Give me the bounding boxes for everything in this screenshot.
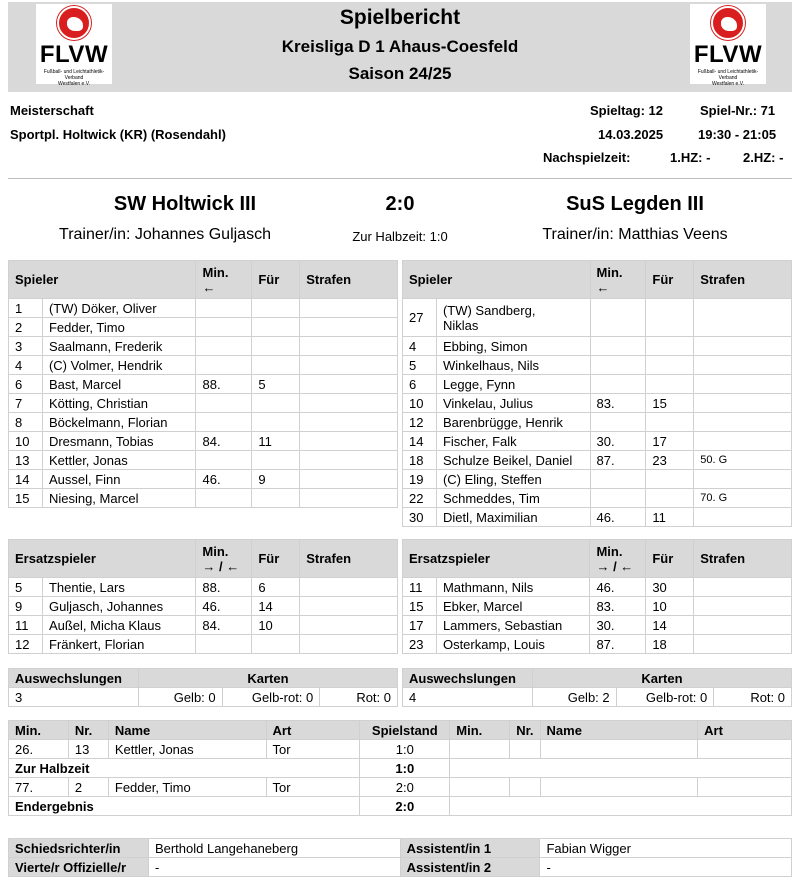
player-row: [9, 635, 398, 654]
player-min: 84.: [196, 616, 252, 635]
halftime-row: Zur Halbzeit 1:0: [9, 759, 792, 778]
divider: [8, 178, 792, 179]
player-nr: 13: [9, 451, 43, 470]
player-row: [403, 394, 792, 413]
player-row: [9, 318, 398, 337]
player-name: Saalmann, Frederik: [42, 337, 196, 356]
player-nr: 19: [403, 470, 437, 489]
player-for: [252, 394, 300, 413]
player-name: (TW) Döker, Oliver: [42, 299, 196, 318]
subs-count-header: Auswechslungen: [9, 669, 139, 688]
player-nr: 12: [9, 635, 43, 654]
referee-label: Schiedsrichter/in: [9, 839, 149, 858]
player-for: 11: [646, 508, 694, 527]
player-for: 14: [646, 616, 694, 635]
player-pen: [300, 597, 398, 616]
player-for: 15: [646, 394, 694, 413]
player-nr: 17: [403, 616, 437, 635]
player-row: [403, 470, 792, 489]
logo-subtext: Fußball- und Leichtathletik-Verband Westfalen e.V.: [697, 69, 759, 87]
player-nr: 4: [403, 337, 437, 356]
player-pen: [300, 635, 398, 654]
player-pen: [300, 356, 398, 375]
player-for: [646, 337, 694, 356]
player-pen: [300, 375, 398, 394]
player-pen: [694, 299, 792, 337]
player-for: 30: [646, 578, 694, 597]
player-name: Ebbing, Simon: [436, 337, 590, 356]
player-nr: 10: [9, 432, 43, 451]
event-row: 77. 2 Fedder, Timo Tor 2:0: [9, 778, 792, 797]
events-col-nr: Nr.: [68, 721, 108, 740]
player-row: [403, 489, 792, 508]
player-min: 30.: [590, 432, 646, 451]
player-min: [196, 635, 252, 654]
col-header-min: Min. ←: [196, 261, 252, 299]
player-nr: 10: [403, 394, 437, 413]
player-min: [196, 356, 252, 375]
player-nr: 30: [403, 508, 437, 527]
player-name: Schmeddes, Tim: [436, 489, 590, 508]
player-row: [9, 578, 398, 597]
player-for: [646, 470, 694, 489]
player-min: [590, 413, 646, 432]
cards-header: Karten: [532, 669, 791, 688]
col-header-for: Für: [646, 540, 694, 578]
page-title: Spielbericht: [339, 6, 461, 29]
player-for: [646, 489, 694, 508]
home-summary-table: [8, 668, 398, 707]
fourth-official-value: -: [148, 858, 400, 877]
events-col-nr: Nr.: [510, 721, 540, 740]
fourth-official-label: Vierte/r Offizielle/r: [9, 858, 149, 877]
player-pen: [694, 508, 792, 527]
player-nr: 11: [403, 578, 437, 597]
player-nr: 2: [9, 318, 43, 337]
player-for: [646, 356, 694, 375]
player-for: [646, 375, 694, 394]
col-header-for: Für: [252, 540, 300, 578]
red-count: Rot: 0: [320, 688, 398, 707]
player-row: [403, 299, 792, 337]
events-col-art: Art: [698, 721, 792, 740]
player-min: 46.: [196, 470, 252, 489]
player-pen: [300, 337, 398, 356]
player-for: 10: [252, 616, 300, 635]
col-header-for: Für: [646, 261, 694, 299]
player-name: Ebker, Marcel: [436, 597, 590, 616]
player-for: 6: [252, 578, 300, 597]
player-min: 84.: [196, 432, 252, 451]
player-min: [196, 451, 252, 470]
player-name: (TW) Sandberg, Niklas: [436, 299, 590, 337]
player-for: 17: [646, 432, 694, 451]
subs-count: 4: [403, 688, 533, 707]
player-pen: 50. G: [694, 451, 792, 470]
player-pen: [694, 635, 792, 654]
col-header-subs: Ersatzspieler: [403, 540, 590, 578]
league-name: Kreisliga D 1 Ahaus-Coesfeld: [281, 37, 519, 56]
col-header-player: Spieler: [9, 261, 196, 299]
match-number: Spiel-Nr.: 71: [700, 103, 776, 118]
player-name: Vinkelau, Julius: [436, 394, 590, 413]
first-half-extra: 1.HZ: -: [670, 150, 711, 165]
player-min: 46.: [590, 578, 646, 597]
player-row: [9, 299, 398, 318]
venue: Sportpl. Holtwick (KR) (Rosendahl): [10, 127, 226, 142]
player-nr: 14: [9, 470, 43, 489]
second-half-extra: 2.HZ: -: [743, 150, 784, 165]
away-lineup-table: [402, 260, 792, 527]
match-time: 19:30 - 21:05: [698, 127, 777, 142]
player-nr: 6: [9, 375, 43, 394]
player-name: (C) Eling, Steffen: [436, 470, 590, 489]
events-col-art: Art: [266, 721, 360, 740]
player-min: 87.: [590, 635, 646, 654]
player-row: [9, 337, 398, 356]
season: Saison 24/25: [348, 64, 452, 83]
assistant2-label: Assistent/in 2: [400, 858, 540, 877]
player-row: [9, 356, 398, 375]
logo-brand-text: FLVW: [39, 41, 109, 68]
player-pen: [300, 394, 398, 413]
player-name: Legge, Fynn: [436, 375, 590, 394]
player-row: [403, 578, 792, 597]
player-name: Dresmann, Tobias: [42, 432, 196, 451]
player-pen: [694, 432, 792, 451]
player-min: 83.: [590, 597, 646, 616]
player-min: [590, 375, 646, 394]
player-name: Barenbrügge, Henrik: [436, 413, 590, 432]
player-nr: 3: [9, 337, 43, 356]
player-name: Aussel, Finn: [42, 470, 196, 489]
player-nr: 18: [403, 451, 437, 470]
player-for: 11: [252, 432, 300, 451]
player-name: Kettler, Jonas: [42, 451, 196, 470]
player-name: Dietl, Maximilian: [436, 508, 590, 527]
player-row: [403, 616, 792, 635]
player-name: Böckelmann, Florian: [42, 413, 196, 432]
player-name: Thentie, Lars: [42, 578, 195, 597]
player-pen: [694, 394, 792, 413]
player-min: [590, 299, 646, 337]
player-nr: 14: [403, 432, 437, 451]
player-pen: [300, 299, 398, 318]
player-nr: 15: [9, 489, 43, 508]
player-min: [196, 299, 252, 318]
player-pen: [694, 413, 792, 432]
col-header-penalty: Strafen: [300, 540, 398, 578]
player-name: Niesing, Marcel: [42, 489, 196, 508]
yellow-red-count: Gelb-rot: 0: [222, 688, 320, 707]
player-min: 46.: [590, 508, 646, 527]
player-for: [646, 299, 694, 337]
player-for: [252, 356, 300, 375]
cards-header: Karten: [138, 669, 397, 688]
col-header-player: Spieler: [403, 261, 591, 299]
player-pen: [300, 451, 398, 470]
col-header-penalty: Strafen: [694, 540, 792, 578]
red-count: Rot: 0: [714, 688, 792, 707]
col-header-min: Min. ←: [590, 261, 646, 299]
player-pen: [694, 356, 792, 375]
away-team-name: SuS Legden III: [566, 193, 704, 215]
player-for: 14: [252, 597, 300, 616]
player-row: [403, 375, 792, 394]
col-header-penalty: Strafen: [694, 261, 792, 299]
player-for: [252, 413, 300, 432]
away-summary-table: [402, 668, 792, 707]
col-header-penalty: Strafen: [300, 261, 398, 299]
logo-brand-text: FLVW: [693, 41, 763, 68]
events-table: [8, 720, 792, 816]
player-min: [196, 394, 252, 413]
player-nr: 8: [9, 413, 43, 432]
player-name: Guljasch, Johannes: [42, 597, 195, 616]
player-nr: 5: [9, 578, 43, 597]
events-col-name: Name: [540, 721, 698, 740]
player-nr: 1: [9, 299, 43, 318]
yellow-count: Gelb: 2: [532, 688, 616, 707]
final-score: 2:0: [385, 193, 415, 215]
matchday: Spieltag: 12: [590, 103, 663, 118]
player-name: Osterkamp, Louis: [436, 635, 590, 654]
events-col-score: Spielstand: [360, 721, 450, 740]
player-for: [252, 635, 300, 654]
home-trainer: Trainer/in: Johannes Guljasch: [59, 226, 271, 243]
halftime-score: Zur Halbzeit: 1:0: [352, 229, 448, 244]
player-name: Fedder, Timo: [42, 318, 196, 337]
player-nr: 27: [403, 299, 437, 337]
player-name: (C) Volmer, Hendrik: [42, 356, 196, 375]
player-min: [196, 318, 252, 337]
player-nr: 5: [403, 356, 437, 375]
player-name: Mathmann, Nils: [436, 578, 590, 597]
player-for: 9: [252, 470, 300, 489]
player-pen: [300, 318, 398, 337]
player-pen: [694, 375, 792, 394]
player-row: [403, 451, 792, 470]
player-row: [9, 616, 398, 635]
player-nr: 6: [403, 375, 437, 394]
player-row: [403, 413, 792, 432]
events-col-name: Name: [108, 721, 266, 740]
player-row: [9, 597, 398, 616]
assistant1-label: Assistent/in 1: [400, 839, 540, 858]
player-min: 88.: [196, 578, 252, 597]
player-for: [252, 337, 300, 356]
player-pen: [300, 616, 398, 635]
player-min: 87.: [590, 451, 646, 470]
player-name: Schulze Beikel, Daniel: [436, 451, 590, 470]
player-pen: [694, 616, 792, 635]
player-row: [403, 356, 792, 375]
assistant2-value: -: [540, 858, 792, 877]
player-pen: [300, 578, 398, 597]
player-min: [590, 489, 646, 508]
officials-table: [8, 838, 792, 877]
player-nr: 23: [403, 635, 437, 654]
player-min: 30.: [590, 616, 646, 635]
player-nr: 11: [9, 616, 43, 635]
player-nr: 12: [403, 413, 437, 432]
yellow-red-count: Gelb-rot: 0: [616, 688, 714, 707]
player-row: [9, 470, 398, 489]
player-pen: [694, 337, 792, 356]
col-header-min: Min. → / ←: [590, 540, 646, 578]
assistant1-value: Fabian Wigger: [540, 839, 792, 858]
player-for: [252, 451, 300, 470]
col-header-min: Min. → / ←: [196, 540, 252, 578]
away-subs-table: [402, 539, 792, 654]
away-trainer: Trainer/in: Matthias Veens: [542, 226, 728, 243]
player-pen: [694, 578, 792, 597]
player-row: [9, 394, 398, 413]
player-min: 88.: [196, 375, 252, 394]
player-for: [252, 318, 300, 337]
player-name: Kötting, Christian: [42, 394, 196, 413]
event-row: 26. 13 Kettler, Jonas Tor 1:0: [9, 740, 792, 759]
player-nr: 15: [403, 597, 437, 616]
player-name: Bast, Marcel: [42, 375, 196, 394]
player-row: [403, 597, 792, 616]
player-row: [9, 432, 398, 451]
player-pen: [694, 470, 792, 489]
player-min: [590, 356, 646, 375]
player-nr: 22: [403, 489, 437, 508]
player-row: [9, 489, 398, 508]
home-team-name: SW Holtwick III: [113, 193, 257, 215]
player-row: [403, 337, 792, 356]
player-min: [196, 489, 252, 508]
player-row: [9, 451, 398, 470]
player-for: 10: [646, 597, 694, 616]
player-name: Winkelhaus, Nils: [436, 356, 590, 375]
player-name: Fränkert, Florian: [42, 635, 195, 654]
player-pen: [300, 470, 398, 489]
home-subs-table: [8, 539, 398, 654]
player-for: 5: [252, 375, 300, 394]
subs-count-header: Auswechslungen: [403, 669, 533, 688]
player-row: [403, 432, 792, 451]
player-min: 83.: [590, 394, 646, 413]
referee-value: Berthold Langehaneberg: [148, 839, 400, 858]
player-min: [196, 413, 252, 432]
player-pen: [300, 413, 398, 432]
player-nr: 4: [9, 356, 43, 375]
player-name: Lammers, Sebastian: [436, 616, 590, 635]
player-row: [403, 635, 792, 654]
player-pen: [300, 432, 398, 451]
player-row: [403, 508, 792, 527]
player-row: [9, 413, 398, 432]
player-for: 23: [646, 451, 694, 470]
player-for: 18: [646, 635, 694, 654]
player-nr: 9: [9, 597, 43, 616]
player-for: [252, 489, 300, 508]
home-lineup-table: [8, 260, 398, 508]
player-min: 46.: [196, 597, 252, 616]
logo-subtext: Fußball- und Leichtathletik-Verband Westfalen e.V.: [43, 69, 105, 87]
col-header-for: Für: [252, 261, 300, 299]
player-row: [9, 375, 398, 394]
player-nr: 7: [9, 394, 43, 413]
yellow-count: Gelb: 0: [138, 688, 222, 707]
events-col-min: Min.: [450, 721, 510, 740]
events-col-min: Min.: [9, 721, 69, 740]
player-pen: 70. G: [694, 489, 792, 508]
player-min: [196, 337, 252, 356]
player-pen: [694, 597, 792, 616]
player-for: [252, 299, 300, 318]
subs-count: 3: [9, 688, 139, 707]
nachspielzeit-label: Nachspielzeit:: [543, 150, 631, 165]
player-name: Außel, Micha Klaus: [42, 616, 195, 635]
competition: Meisterschaft: [10, 103, 94, 118]
player-name: Fischer, Falk: [436, 432, 590, 451]
player-for: [646, 413, 694, 432]
col-header-subs: Ersatzspieler: [9, 540, 196, 578]
final-row: Endergebnis 2:0: [9, 797, 792, 816]
player-pen: [300, 489, 398, 508]
match-date: 14.03.2025: [598, 127, 664, 142]
player-min: [590, 337, 646, 356]
player-min: [590, 470, 646, 489]
